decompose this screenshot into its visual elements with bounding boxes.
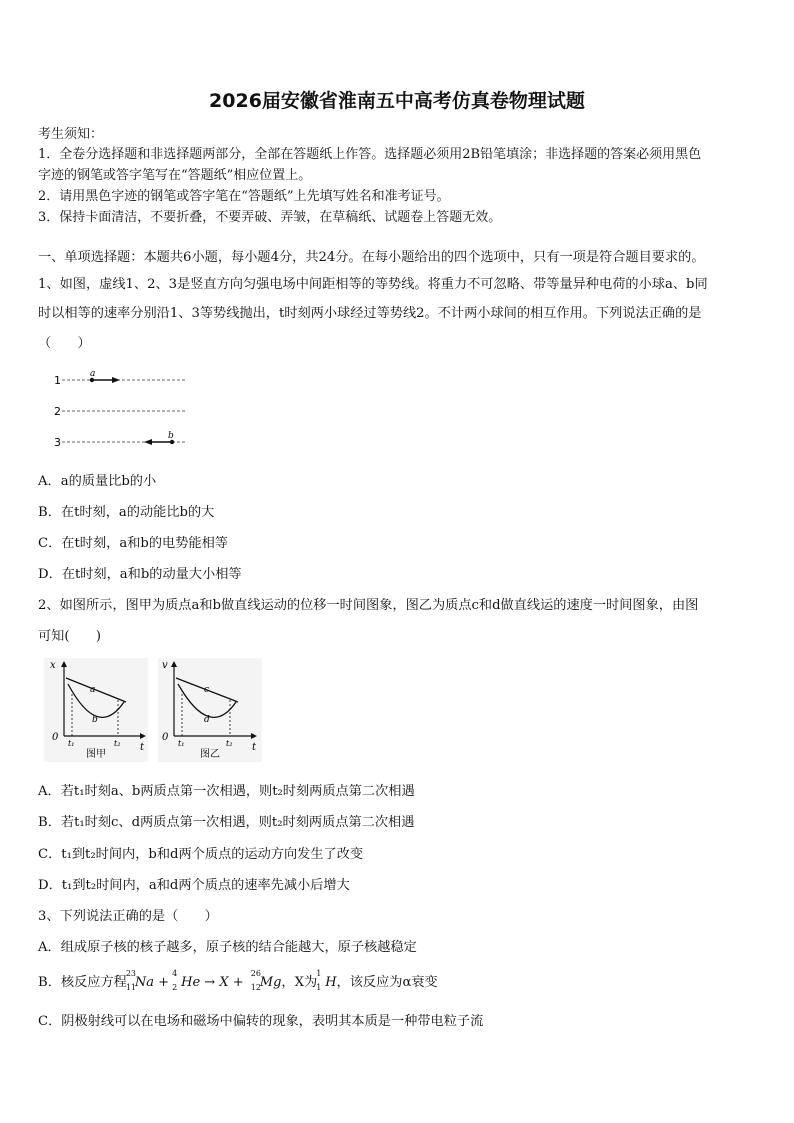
line-label-3: 3 bbox=[54, 436, 61, 449]
q2-option-a: A．若t₁时刻a、b两质点第一次相遇，则t₂时刻两质点第二次相遇 bbox=[38, 784, 415, 799]
notice-line-1: 1．全卷分选择题和非选择题两部分，全部在答题纸上作答。选择题必须用2B铅笔填涂；非选择题的答案必须用黑色 bbox=[38, 147, 702, 162]
q3-option-c: C．阴极射线可以在电场和磁场中偏转的现象，表明其本质是一种带电粒子流 bbox=[38, 1014, 484, 1029]
section-heading: 一、单项选择题：本题共6小题，每小题4分，共24分。在每小题给出的四个选项中，只有一项是符合题目要求的。 bbox=[38, 250, 705, 265]
line-label-2: 2 bbox=[54, 405, 61, 418]
ball-a-label: a bbox=[90, 369, 96, 379]
q2-option-b: B．若t₁时刻c、d两质点第一次相遇，则t₂时刻两质点第二次相遇 bbox=[38, 815, 415, 830]
q1-option-b: B．在t时刻，a的动能比b的大 bbox=[38, 505, 215, 520]
jia-y-label: x bbox=[50, 660, 56, 671]
q1-stem-line-3: （ ） bbox=[38, 336, 91, 351]
nuclide-h: 1 1 H bbox=[316, 969, 337, 992]
q1-stem-line-1: 1、如图，虚线1、2、3是竖直方向匀强电场中间距相等的等势线。将重力不可忽略、带等量异种电荷的小球a、b同 bbox=[38, 277, 708, 292]
q3-option-b-mid: ，X为 bbox=[281, 975, 318, 990]
jia-x-label: t bbox=[140, 742, 145, 753]
jia-origin: 0 bbox=[52, 732, 59, 743]
jia-t2: t₂ bbox=[114, 739, 121, 748]
yi-origin: 0 bbox=[162, 732, 169, 743]
nuclide-he: 4 2 He bbox=[172, 969, 201, 992]
q2-option-c: C．t₁到t₂时间内，b和d两个质点的运动方向发生了改变 bbox=[38, 847, 364, 862]
q3-option-b-prefix: B．核反应方程 bbox=[38, 975, 127, 990]
q1-option-a: A．a的质量比b的小 bbox=[38, 474, 157, 489]
q3-option-a: A．组成原子核的核子越多，原子核的结合能越大，原子核越稳定 bbox=[38, 940, 417, 955]
notice-line-3: 2．请用黑色字迹的钢笔或答字笔在“答题纸”上先填写姓名和准考证号。 bbox=[38, 189, 450, 204]
yi-line-c: c bbox=[204, 685, 210, 695]
jia-curve-b: b bbox=[92, 715, 98, 725]
yi-x-label: t bbox=[252, 742, 257, 753]
notice-line-2: 字迹的钢笔或答字笔写在“答题纸”相应位置上。 bbox=[38, 168, 312, 183]
jia-line-a: a bbox=[90, 685, 96, 695]
q2-option-d: D．t₁到t₂时间内，a和d两个质点的速率先减小后增大 bbox=[38, 878, 350, 893]
ball-b-label: b bbox=[168, 431, 174, 441]
q2-figure-yi bbox=[158, 658, 262, 762]
q1-stem-line-2: 时以相等的速率分别沿1、3等势线抛出，t时刻两小球经过等势线2。不计两小球间的相互作用。下列说法正确的是 bbox=[38, 306, 702, 321]
jia-caption: 图甲 bbox=[86, 749, 106, 760]
q2-stem-line-2: 可知( ) bbox=[38, 629, 102, 644]
yi-y-label: v bbox=[162, 660, 168, 671]
nuclide-mg: 26 12 Mg bbox=[250, 969, 282, 992]
q1-option-d: D．在t时刻，a和b的动量大小相等 bbox=[38, 567, 242, 582]
q3-stem: 3、下列说法正确的是（ ） bbox=[38, 909, 218, 924]
q1-option-c: C．在t时刻，a和b的电势能相等 bbox=[38, 536, 228, 551]
yi-t1: t₁ bbox=[178, 739, 185, 748]
yi-t2: t₂ bbox=[226, 739, 233, 748]
line-label-1: 1 bbox=[54, 374, 61, 387]
page-title: 2026届安徽省淮南五中高考仿真卷物理试题 bbox=[209, 90, 585, 112]
notice-line-4: 3．保持卡面清洁，不要折叠，不要弄破、弄皱，在草稿纸、试题卷上答题无效。 bbox=[38, 210, 502, 225]
jia-t1: t₁ bbox=[68, 739, 75, 748]
yi-curve-d: d bbox=[204, 715, 210, 725]
q3-option-b-tail: ，该反应为α衰变 bbox=[336, 975, 438, 990]
yi-caption: 图乙 bbox=[200, 749, 220, 760]
q2-stem-line-1: 2、如图所示，图甲为质点a和b做直线运动的位移一时间图象，图乙为质点c和d做直线运的速度一时间图象，由图 bbox=[38, 598, 699, 613]
q3-option-b: B．核反应方程 23 11 Na + 4 2 He → X + 26 12 Mg，X为 1 1 H，该反应为α衰变 bbox=[38, 969, 438, 992]
nuclide-na: 23 11 Na bbox=[125, 969, 154, 992]
notice-heading: 考生须知： bbox=[38, 127, 104, 142]
unknown-x: X bbox=[219, 975, 229, 990]
q1-equipotential-figure bbox=[50, 368, 190, 452]
q2-figure-jia bbox=[44, 658, 148, 762]
